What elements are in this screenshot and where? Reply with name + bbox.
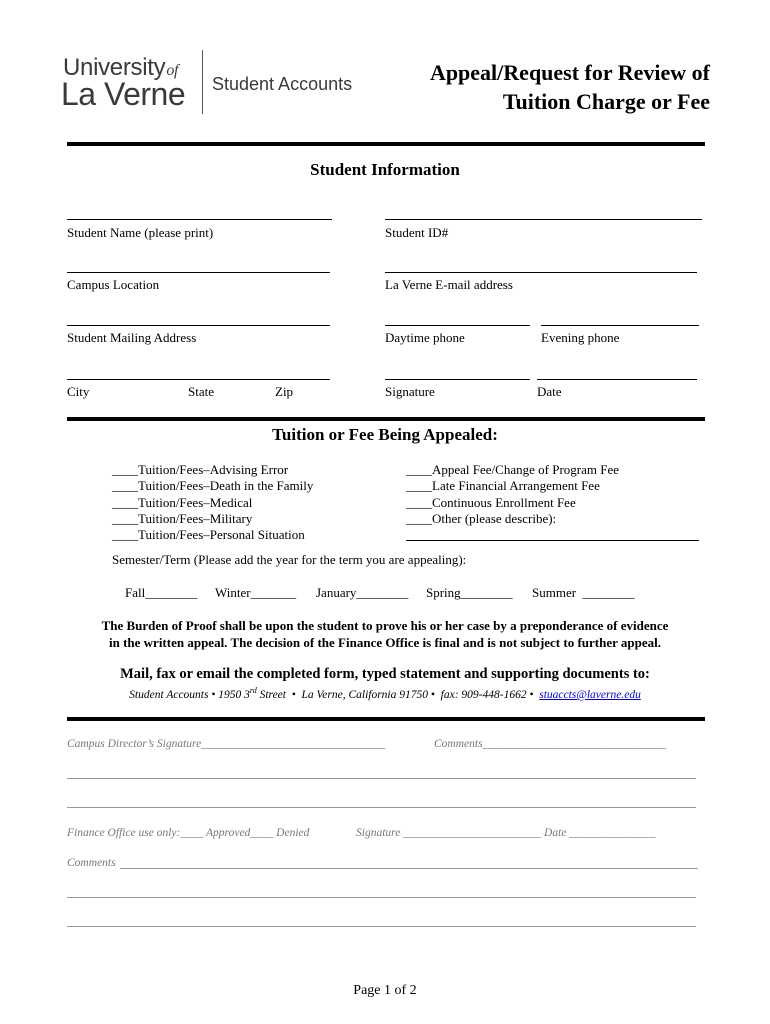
mail-heading: Mail, fax or email the completed form, typed statement and supporting documents to: [120,666,650,682]
mailing-address-field[interactable] [67,325,330,326]
appeal-heading: Tuition or Fee Being Appealed: [272,425,498,444]
student-name-label: Student Name (please print) [67,225,214,240]
evening-phone-field[interactable] [541,325,699,326]
mailing-address: Student Accounts • 1950 3rd Street • La Verne, California 91750 • fax: 909-448-1662 • stuaccts@laverne.edu [129,686,641,701]
divider-middle [67,417,705,421]
option-advising-error[interactable]: ____Tuition/Fees–Advising Error [112,462,289,477]
student-id-field[interactable] [385,219,702,220]
logo-university-text: Universityof [63,54,179,81]
student-info-heading: Student Information [310,160,460,179]
signature-field[interactable] [385,379,530,380]
option-continuous-enrollment-fee[interactable]: ____Continuous Enrollment Fee [406,494,576,510]
finance-comments-label: Comments [67,857,116,869]
campus-location-label: Campus Location [67,277,160,292]
logo-department: Student Accounts [212,74,353,94]
option-military[interactable]: ____Tuition/Fees–Military [112,510,253,526]
zip-label: Zip [275,384,294,399]
option-death-in-family[interactable]: ____Tuition/Fees–Death in the Family [112,478,314,494]
director-comments-line[interactable]: Comments________________________________ [434,738,667,750]
daytime-phone-field[interactable] [385,325,530,326]
option-other[interactable]: ____Other (please describe): [406,510,557,526]
email-link[interactable]: stuaccts@laverne.edu [539,688,641,701]
divider-top [67,142,705,146]
option-personal-situation[interactable]: ____Tuition/Fees–Personal Situation [112,527,305,543]
signature-label: Signature [385,384,435,399]
student-name-field[interactable] [67,219,332,220]
logo-divider [202,50,203,114]
state-label: State [188,384,214,399]
option-late-financial-fee[interactable]: ____Late Financial Arrangement Fee [406,478,600,494]
page-number: Page 1 of 2 [353,983,417,998]
term-spring[interactable]: Spring________ [426,585,513,600]
daytime-phone-label: Daytime phone [385,330,465,345]
term-summer[interactable]: Summer ________ [532,585,635,600]
comment-line-3[interactable] [67,897,696,898]
finance-signature-date[interactable]: Signature ________________________ Date _______________ [356,827,656,839]
director-signature-line[interactable]: Campus Director’s Signature________________________________ [67,738,386,750]
comment-line-4[interactable] [67,926,696,927]
date-field[interactable] [537,379,697,380]
option-medical[interactable]: ____Tuition/Fees–Medical [112,494,253,510]
burden-of-proof-notice: The Burden of Proof shall be upon the student to prove his or her case by a preponderance of evidence in the written appeal. The decision of the Finance Office is final and is not subject to further appeal. [101,618,669,650]
evening-phone-label: Evening phone [541,330,620,345]
comment-line-1[interactable] [67,778,696,779]
term-january[interactable]: January________ [316,585,409,600]
other-describe-field[interactable] [406,540,699,541]
finance-comments-line[interactable] [120,868,698,869]
mailing-address-label: Student Mailing Address [67,330,197,345]
email-label: La Verne E-mail address [385,277,513,292]
page-title: Appeal/Request for Review of Tuition Charge or Fee [429,60,710,114]
appeal-left-options [112,462,313,543]
appeal-right-options [406,462,619,527]
email-field[interactable] [385,272,697,273]
divider-bottom [67,717,705,721]
city-state-zip-field[interactable] [67,379,330,380]
campus-location-field[interactable] [67,272,330,273]
comment-line-2[interactable] [67,807,696,808]
term-winter[interactable]: Winter_______ [215,585,297,600]
semester-prompt: Semester/Term (Please add the year for the term you are appealing): [112,552,467,567]
student-id-label: Student ID# [385,225,449,240]
logo-laverne-text: La Verne [61,76,186,112]
city-label: City [67,384,90,399]
date-label: Date [537,384,562,399]
finance-office-use[interactable]: Finance Office use only:____ Approved____ Denied [67,827,310,839]
term-fall[interactable]: Fall________ [125,585,198,600]
option-appeal-fee[interactable]: ____Appeal Fee/Change of Program Fee [406,462,620,477]
